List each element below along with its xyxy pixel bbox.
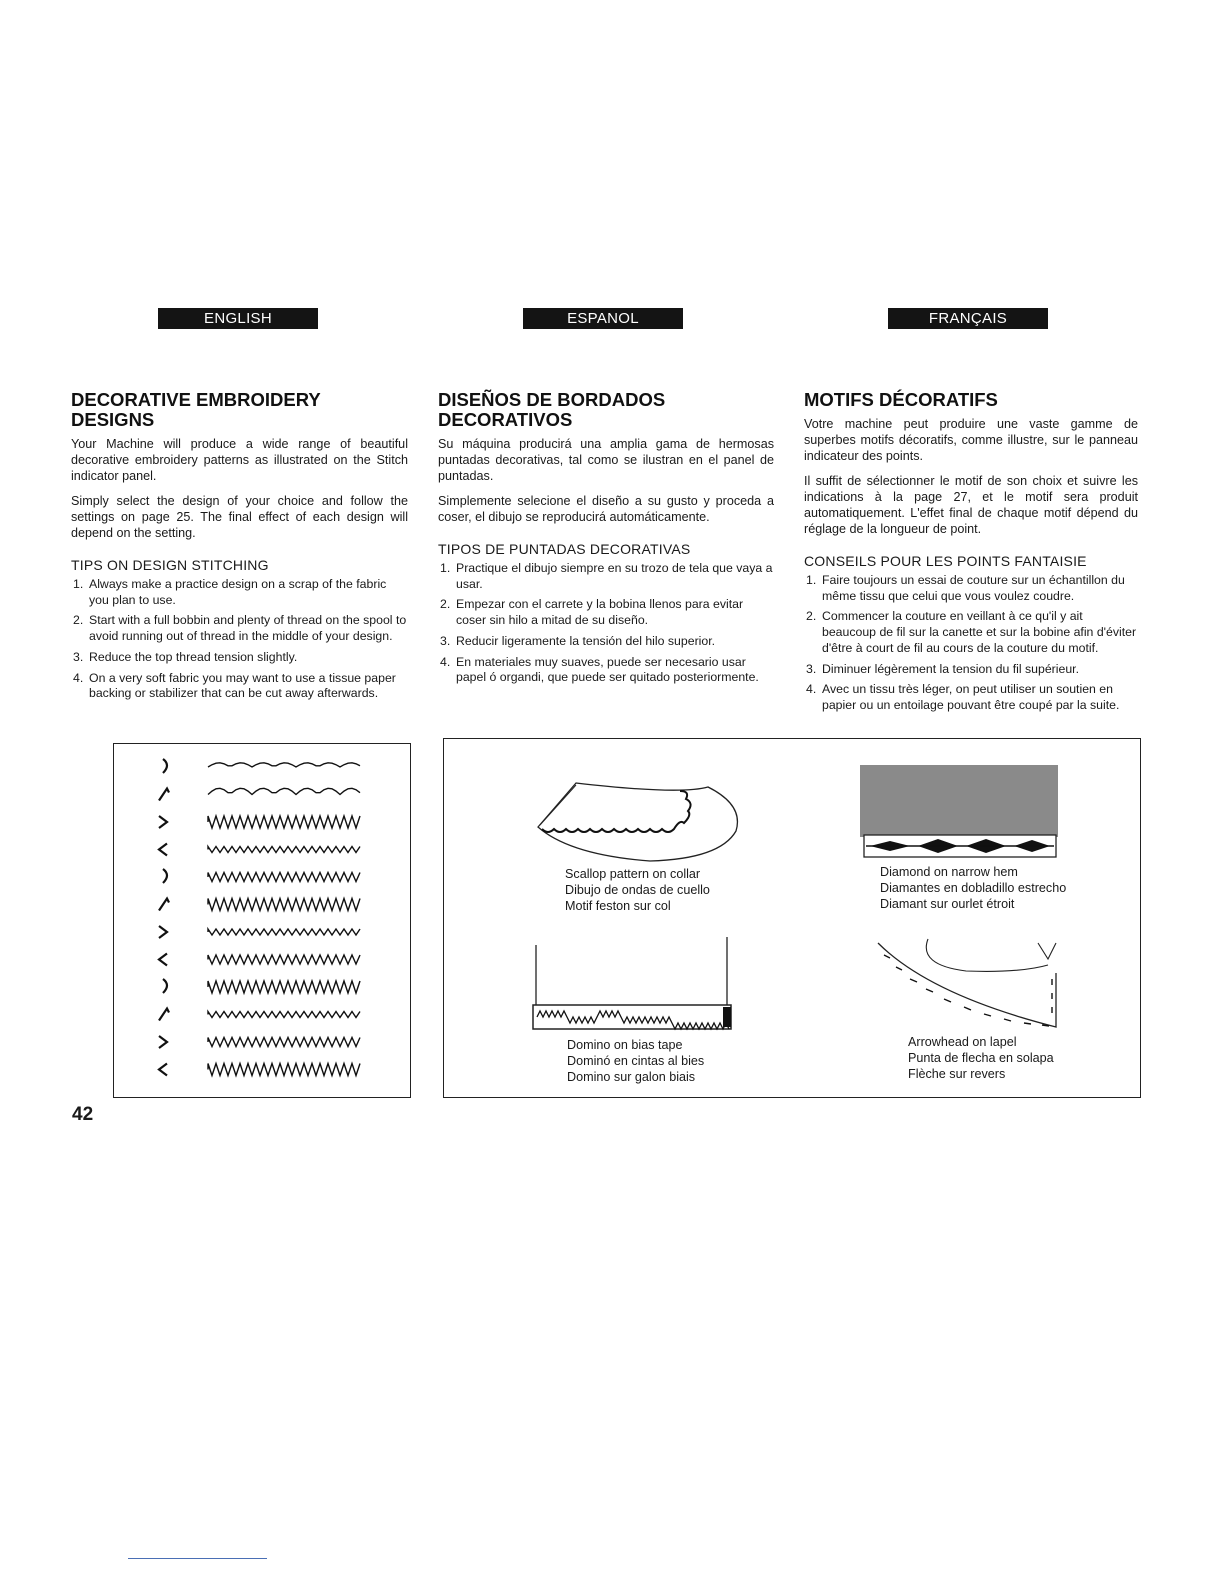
scallop-collar-illustration: [530, 775, 745, 865]
spanish-settings: Simplemente selecione el diseño a su gusto y proceda a coser, el dibujo se reproducirá automáticamente.: [438, 494, 774, 524]
stitch-icon: [163, 979, 167, 993]
stitch-row: [208, 788, 360, 794]
stitch-icon: [159, 926, 167, 938]
list-item: 4. Avec un tissu très léger, on peut utiliser un soutien en papier ou un entoilage pouvant être coupé par la suite.: [806, 682, 1120, 712]
french-intro: Votre machine peut produire une vaste gamme de superbes motifs décoratifs, comme illustre, sur le panneau indicateur des points.: [804, 417, 1138, 463]
stitch-row: [208, 1064, 360, 1076]
stitch-icon: [163, 759, 167, 773]
scallop-caption: Scallop pattern on collar Dibujo de ondas de cuello Motif feston sur col: [565, 867, 710, 913]
stitch-icon: [163, 869, 167, 883]
stitch-row: [208, 981, 360, 993]
list-item: 1. Practique el dibujo siempre en su trozo de tela que vaya a usar.: [440, 561, 773, 591]
stitch-row: [208, 847, 360, 853]
spanish-column: [438, 390, 774, 691]
lang-tab-french: FRANÇAIS: [888, 308, 1048, 329]
stitch-icon: [159, 1064, 167, 1076]
stitch-row: [208, 763, 360, 767]
domino-caption: Domino on bias tape Dominó en cintas al bies Domino sur galon biais: [567, 1038, 705, 1084]
english-tips-list: [71, 577, 408, 702]
footer-rule: [128, 1558, 267, 1559]
stitch-icon: [159, 844, 167, 856]
french-column: [804, 390, 1138, 719]
english-tips-heading: TIPS ON DESIGN STITCHING: [71, 557, 269, 573]
arrowhead-lapel-illustration: [870, 935, 1070, 1035]
stitch-icon: [159, 789, 169, 801]
stitch-row: [208, 816, 360, 828]
list-item: 2. Start with a full bobbin and plenty of thread on the spool to avoid running out of thread in the middle of your design.: [73, 613, 407, 644]
french-settings: Il suffit de sélectionner le motif de son choix et suivre les indications à la page 27, et le motif sera produit automatiquement. L'effet final de chaque motif dépend du réglage de la longueur de point.: [804, 474, 1138, 536]
english-column: [71, 390, 408, 707]
stitch-icon: [159, 899, 169, 911]
list-item: 4. En materiales muy suaves, puede ser necesario usar papel ó organdi, que puede ser quitado posteriormente.: [440, 654, 759, 685]
list-item: 3. Reduce the top thread tension slightly.: [73, 649, 298, 664]
stitch-row: [208, 873, 360, 882]
spanish-title: DISEÑOS DE BORDADOS DECORATIVOS: [438, 389, 666, 430]
lang-tab-spanish: ESPANOL: [523, 308, 683, 329]
lang-tab-english: ENGLISH: [158, 308, 318, 329]
stitch-row: [208, 899, 360, 911]
stitch-row: [208, 1038, 360, 1047]
french-tips-list: [804, 573, 1138, 714]
french-title: MOTIFS DÉCORATIFS: [804, 389, 998, 410]
spanish-intro: Su máquina producirá una amplia gama de hermosas puntadas decorativas, tal como se ilustran en el panel de puntadas.: [438, 437, 774, 483]
stitch-icon: [159, 1036, 167, 1048]
list-item: 2. Empezar con el carrete y la bobina llenos para evitar coser sin hilo a mitad de su diseño.: [440, 597, 744, 628]
spanish-tips-list: [438, 561, 774, 686]
diamond-hem-illustration: [860, 765, 1060, 860]
stitch-row: [208, 1012, 360, 1018]
diamond-caption: Diamond on narrow hem Diamantes en dobladillo estrecho Diamant sur ourlet étroit: [880, 865, 1067, 911]
french-tips-heading: CONSEILS POUR LES POINTS FANTAISIE: [804, 553, 1087, 569]
list-item: 1. Always make a practice design on a scrap of the fabric you plan to use.: [73, 577, 387, 607]
stitch-icon: [159, 954, 167, 966]
list-item: 1. Faire toujours un essai de couture sur un échantillon du même tissu que celui que vous voulez coudre.: [806, 573, 1125, 603]
stitch-row: [208, 929, 360, 935]
english-intro: Your Machine will produce a wide range of beautiful decorative embroidery patterns as illustrated on the Stitch indicator panel.: [71, 437, 408, 483]
arrowhead-caption: Arrowhead on lapel Punta de flecha en solapa Flèche sur revers: [908, 1035, 1054, 1081]
spanish-tips-heading: TIPOS DE PUNTADAS DECORATIVAS: [438, 541, 691, 557]
list-item: 4. On a very soft fabric you may want to use a tissue paper backing or stabilizer that can be cut away afterwards.: [73, 670, 396, 701]
english-title: DECORATIVE EMBROIDERY DESIGNS: [71, 389, 321, 430]
stitch-row: [208, 955, 360, 964]
domino-bias-illustration: [533, 935, 733, 1035]
stitch-pattern-illustration: [113, 743, 411, 1098]
stitch-icon: [159, 1009, 169, 1021]
list-item: 3. Diminuer légèrement la tension du fil supérieur.: [806, 661, 1080, 676]
list-item: 3. Reducir ligeramente la tensión del hilo superior.: [440, 633, 716, 648]
page-number: 42: [72, 1104, 94, 1125]
english-settings: Simply select the design of your choice and follow the settings on page 25. The final effect of each design will depend on the setting.: [71, 494, 408, 540]
stitch-icon: [159, 816, 167, 828]
list-item: 2. Commencer la couture en veillant à ce qu'il y ait beaucoup de fil sur la canette et sur la bobine afin d'éviter d'être à court de fil au cours de la couture du motif.: [806, 609, 1137, 655]
